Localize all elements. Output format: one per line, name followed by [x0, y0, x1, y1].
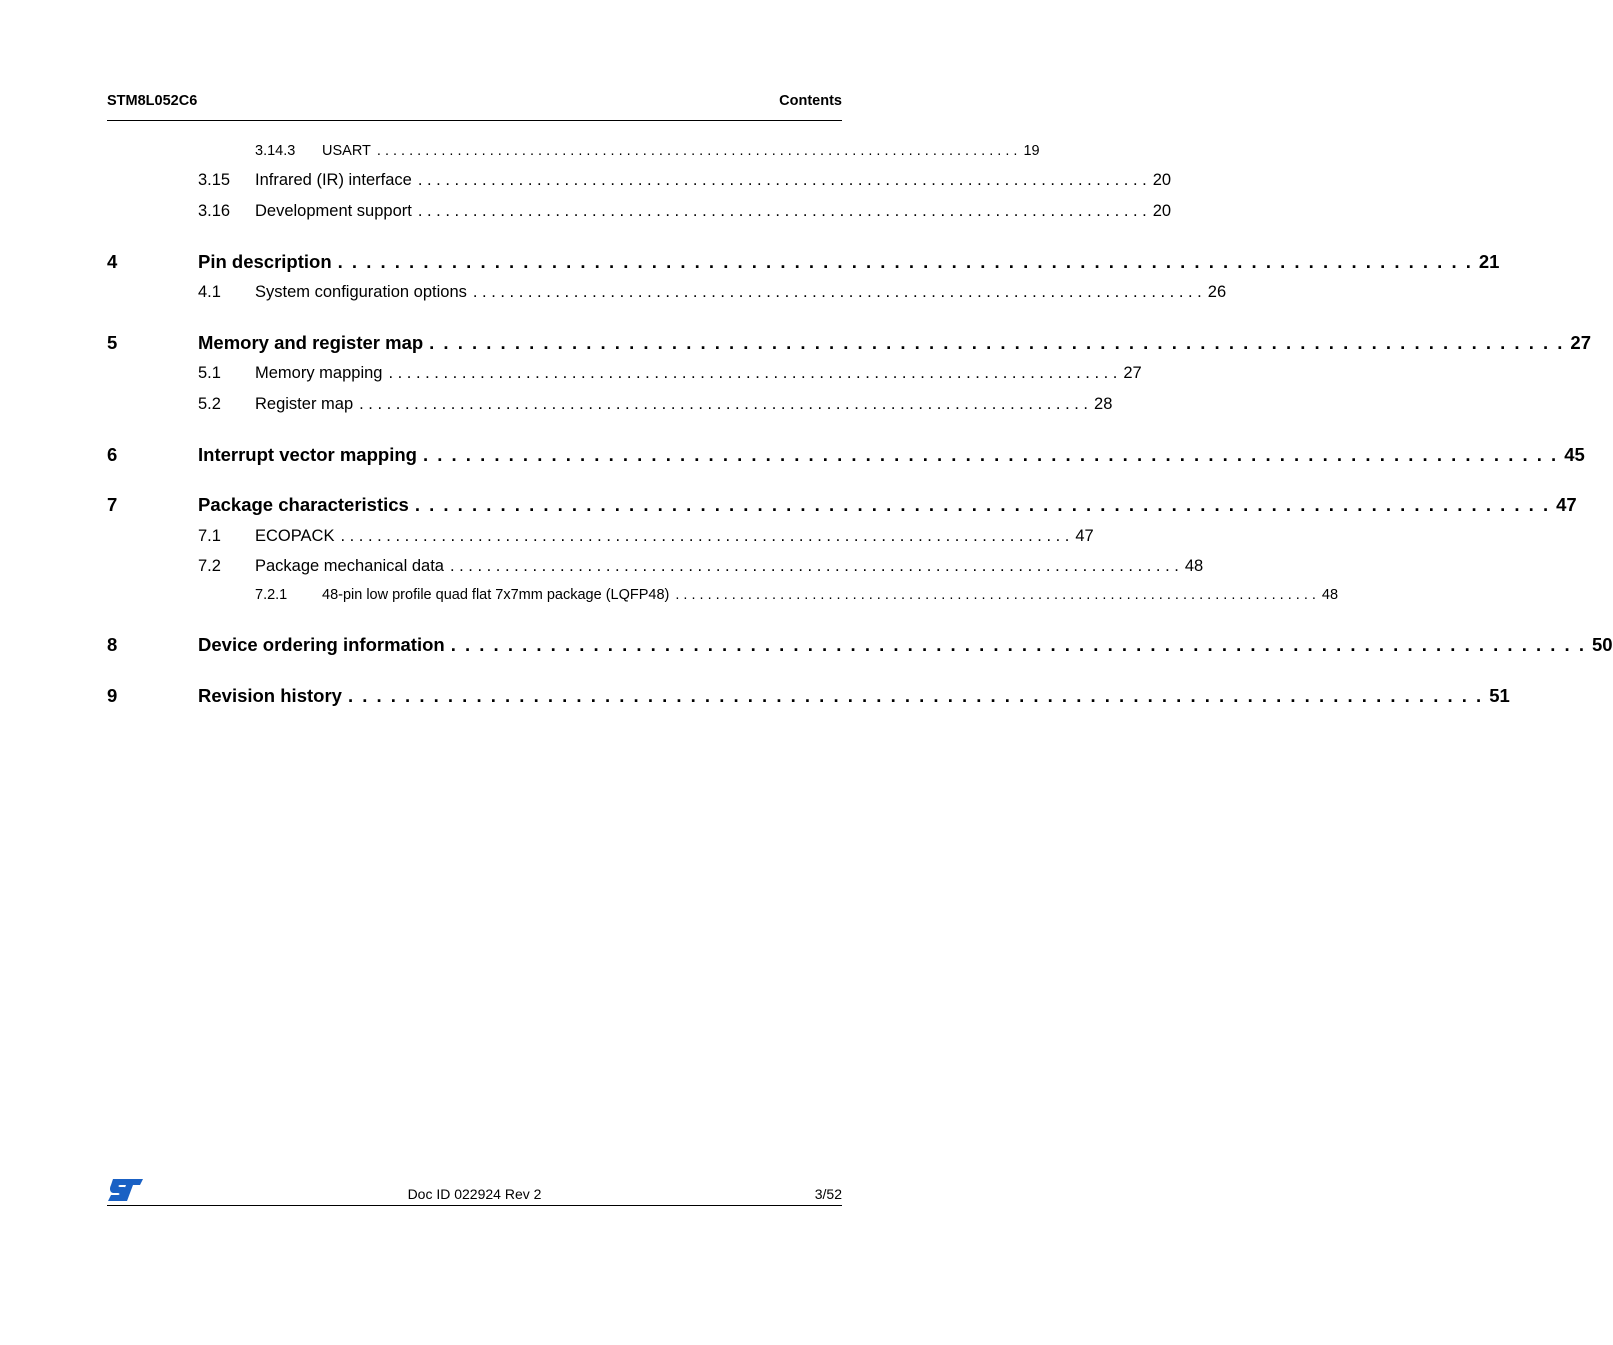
- toc-entry[interactable]: [107, 143, 1040, 163]
- toc-entry[interactable]: [107, 283, 1227, 305]
- toc-entry-number: 4: [107, 251, 118, 272]
- toc-entry-number: 7: [107, 494, 118, 515]
- toc-entry-page: 19: [1023, 143, 1040, 159]
- toc-entry[interactable]: [107, 395, 1113, 417]
- toc-entry-title: Package mechanical data: [255, 557, 444, 575]
- toc-entry-page: 28: [1094, 395, 1113, 413]
- toc-entry[interactable]: [107, 634, 1613, 658]
- toc-entry-title: Memory and register map: [198, 332, 424, 353]
- toc-leader-dots: . . . . . . . . . . . . . . . . . . . . . . . . . . . . . . . . . . . . . . . . . . . . . . . . . . . . . . . . . . . . . . . . . . . . . . . . . . . . . . . .: [472, 283, 1202, 301]
- toc-leader-dots: . . . . . . . . . . . . . . . . . . . . . . . . . . . . . . . . . . . . . . . . . . . . . . . . . . . . . . . . . . . . . . . . . . . . . . . . . . . . . . . .: [388, 364, 1118, 382]
- toc-entry[interactable]: [107, 444, 1585, 468]
- toc-leader-dots: . . . . . . . . . . . . . . . . . . . . . . . . . . . . . . . . . . . . . . . . . . . . . . . . . . . . . . . . . . . . . . . . . . . . . . . . . . . . . . . .: [337, 251, 1473, 272]
- toc-entry[interactable]: [107, 364, 1142, 386]
- toc-entry-title: Register map: [255, 395, 354, 413]
- toc-entry-number: 5.2: [198, 395, 221, 413]
- toc-entry-title: Revision history: [198, 685, 342, 706]
- toc-entry-page: 20: [1152, 202, 1172, 220]
- toc-entry-number: 8: [107, 634, 118, 655]
- toc-entry-number: 3.14.3: [255, 143, 296, 159]
- toc-entry-number: 7.2.1: [255, 587, 288, 603]
- toc-entry-title: Interrupt vector mapping: [198, 444, 417, 465]
- toc-entry-title: System configuration options: [255, 283, 467, 301]
- toc-entry-page: 21: [1478, 251, 1500, 272]
- toc-leader-dots: . . . . . . . . . . . . . . . . . . . . . . . . . . . . . . . . . . . . . . . . . . . . . . . . . . . . . . . . . . . . . . . . . . . . . . . . . . . . . . . .: [340, 527, 1070, 545]
- toc-leader-dots: . . . . . . . . . . . . . . . . . . . . . . . . . . . . . . . . . . . . . . . . . . . . . . . . . . . . . . . . . . . . . . . . . . . . . . . . . . . . . . . .: [449, 557, 1179, 575]
- toc-entry-page: 45: [1564, 444, 1585, 465]
- toc-leader-dots: . . . . . . . . . . . . . . . . . . . . . . . . . . . . . . . . . . . . . . . . . . . . . . . . . . . . . . . . . . . . . . . . . . . . . . . . . . . . . . . .: [422, 444, 1559, 465]
- toc-entry-title: Memory mapping: [255, 364, 383, 382]
- toc-entry-page: 48: [1321, 587, 1339, 603]
- toc-entry[interactable]: [107, 557, 1204, 579]
- toc-leader-dots: . . . . . . . . . . . . . . . . . . . . . . . . . . . . . . . . . . . . . . . . . . . . . . . . . . . . . . . . . . . . . . . . . . . . . . . . . . . . . . . .: [347, 685, 1484, 706]
- toc-entry-title: USART: [322, 143, 371, 159]
- toc-entry-title: Package characteristics: [198, 494, 409, 515]
- toc-entry-number: 5: [107, 332, 118, 353]
- toc-entry[interactable]: [107, 494, 1577, 518]
- document-title: STM8L052C6: [107, 93, 198, 109]
- toc-entry-page: 51: [1489, 685, 1510, 706]
- toc-entry-number: 3.16: [198, 202, 231, 220]
- toc-entry-number: 3.15: [198, 171, 231, 189]
- document-id: Doc ID 022924 Rev 2: [407, 1186, 542, 1202]
- toc-entry-title: ECOPACK: [255, 527, 335, 545]
- toc-entry[interactable]: [107, 171, 1172, 193]
- toc-entry-page: 47: [1556, 494, 1577, 515]
- toc-entry-page: 27: [1123, 364, 1142, 382]
- toc-entry[interactable]: [107, 202, 1172, 224]
- toc-entry-page: 26: [1207, 283, 1227, 301]
- toc-entry[interactable]: [107, 251, 1500, 275]
- toc-entry[interactable]: [107, 527, 1094, 549]
- toc-entry[interactable]: [107, 587, 1339, 607]
- toc-entry-number: 4.1: [198, 283, 221, 301]
- toc-entry-title: 48-pin low profile quad flat 7x7mm package (LQFP48): [322, 587, 670, 603]
- toc-entry-title: Infrared (IR) interface: [255, 171, 412, 189]
- toc-leader-dots: . . . . . . . . . . . . . . . . . . . . . . . . . . . . . . . . . . . . . . . . . . . . . . . . . . . . . . . . . . . . . . . . . . . . . . . . . . . . . . . .: [417, 171, 1147, 189]
- toc-leader-dots: . . . . . . . . . . . . . . . . . . . . . . . . . . . . . . . . . . . . . . . . . . . . . . . . . . . . . . . . . . . . . . . . . . . . . . . . . . . . . . . .: [414, 494, 1551, 515]
- toc-entry-title: Device ordering information: [198, 634, 445, 655]
- toc-entry-title: Development support: [255, 202, 412, 220]
- toc-entry-page: 50: [1591, 634, 1613, 655]
- toc-entry-number: 7.2: [198, 557, 221, 575]
- toc-entry-number: 6: [107, 444, 118, 465]
- toc-entry-number: 5.1: [198, 364, 221, 382]
- toc-entry-page: 20: [1152, 171, 1172, 189]
- page-footer: [107, 1177, 842, 1206]
- toc-leader-dots: . . . . . . . . . . . . . . . . . . . . . . . . . . . . . . . . . . . . . . . . . . . . . . . . . . . . . . . . . . . . . . . . . . . . . . . . . . . . . . . .: [359, 395, 1089, 413]
- section-title: Contents: [779, 93, 842, 109]
- toc-leader-dots: . . . . . . . . . . . . . . . . . . . . . . . . . . . . . . . . . . . . . . . . . . . . . . . . . . . . . . . . . . . . . . . . . . . . . . . . . . . . . . . .: [450, 634, 1586, 655]
- toc-entry[interactable]: [107, 332, 1591, 356]
- toc-leader-dots: . . . . . . . . . . . . . . . . . . . . . . . . . . . . . . . . . . . . . . . . . . . . . . . . . . . . . . . . . . . . . . . . . . . . . . . . . . . . . . . .: [429, 332, 1565, 353]
- toc-leader-dots: . . . . . . . . . . . . . . . . . . . . . . . . . . . . . . . . . . . . . . . . . . . . . . . . . . . . . . . . . . . . . . . . . . . . . . . . . . . . . . . .: [675, 587, 1316, 603]
- page-number: 3/52: [814, 1186, 842, 1202]
- toc-leader-dots: . . . . . . . . . . . . . . . . . . . . . . . . . . . . . . . . . . . . . . . . . . . . . . . . . . . . . . . . . . . . . . . . . . . . . . . . . . . . . . . .: [417, 202, 1147, 220]
- toc-entry-page: 27: [1570, 332, 1591, 353]
- toc-entry[interactable]: [107, 685, 1510, 709]
- toc-entry-number: 9: [107, 685, 118, 706]
- toc-entry-title: Pin description: [198, 251, 332, 272]
- toc-entry-number: 7.1: [198, 527, 221, 545]
- toc-entry-page: 47: [1075, 527, 1094, 545]
- toc-leader-dots: . . . . . . . . . . . . . . . . . . . . . . . . . . . . . . . . . . . . . . . . . . . . . . . . . . . . . . . . . . . . . . . . . . . . . . . . . . . . . . . .: [376, 143, 1018, 159]
- toc-entry-page: 48: [1184, 557, 1204, 575]
